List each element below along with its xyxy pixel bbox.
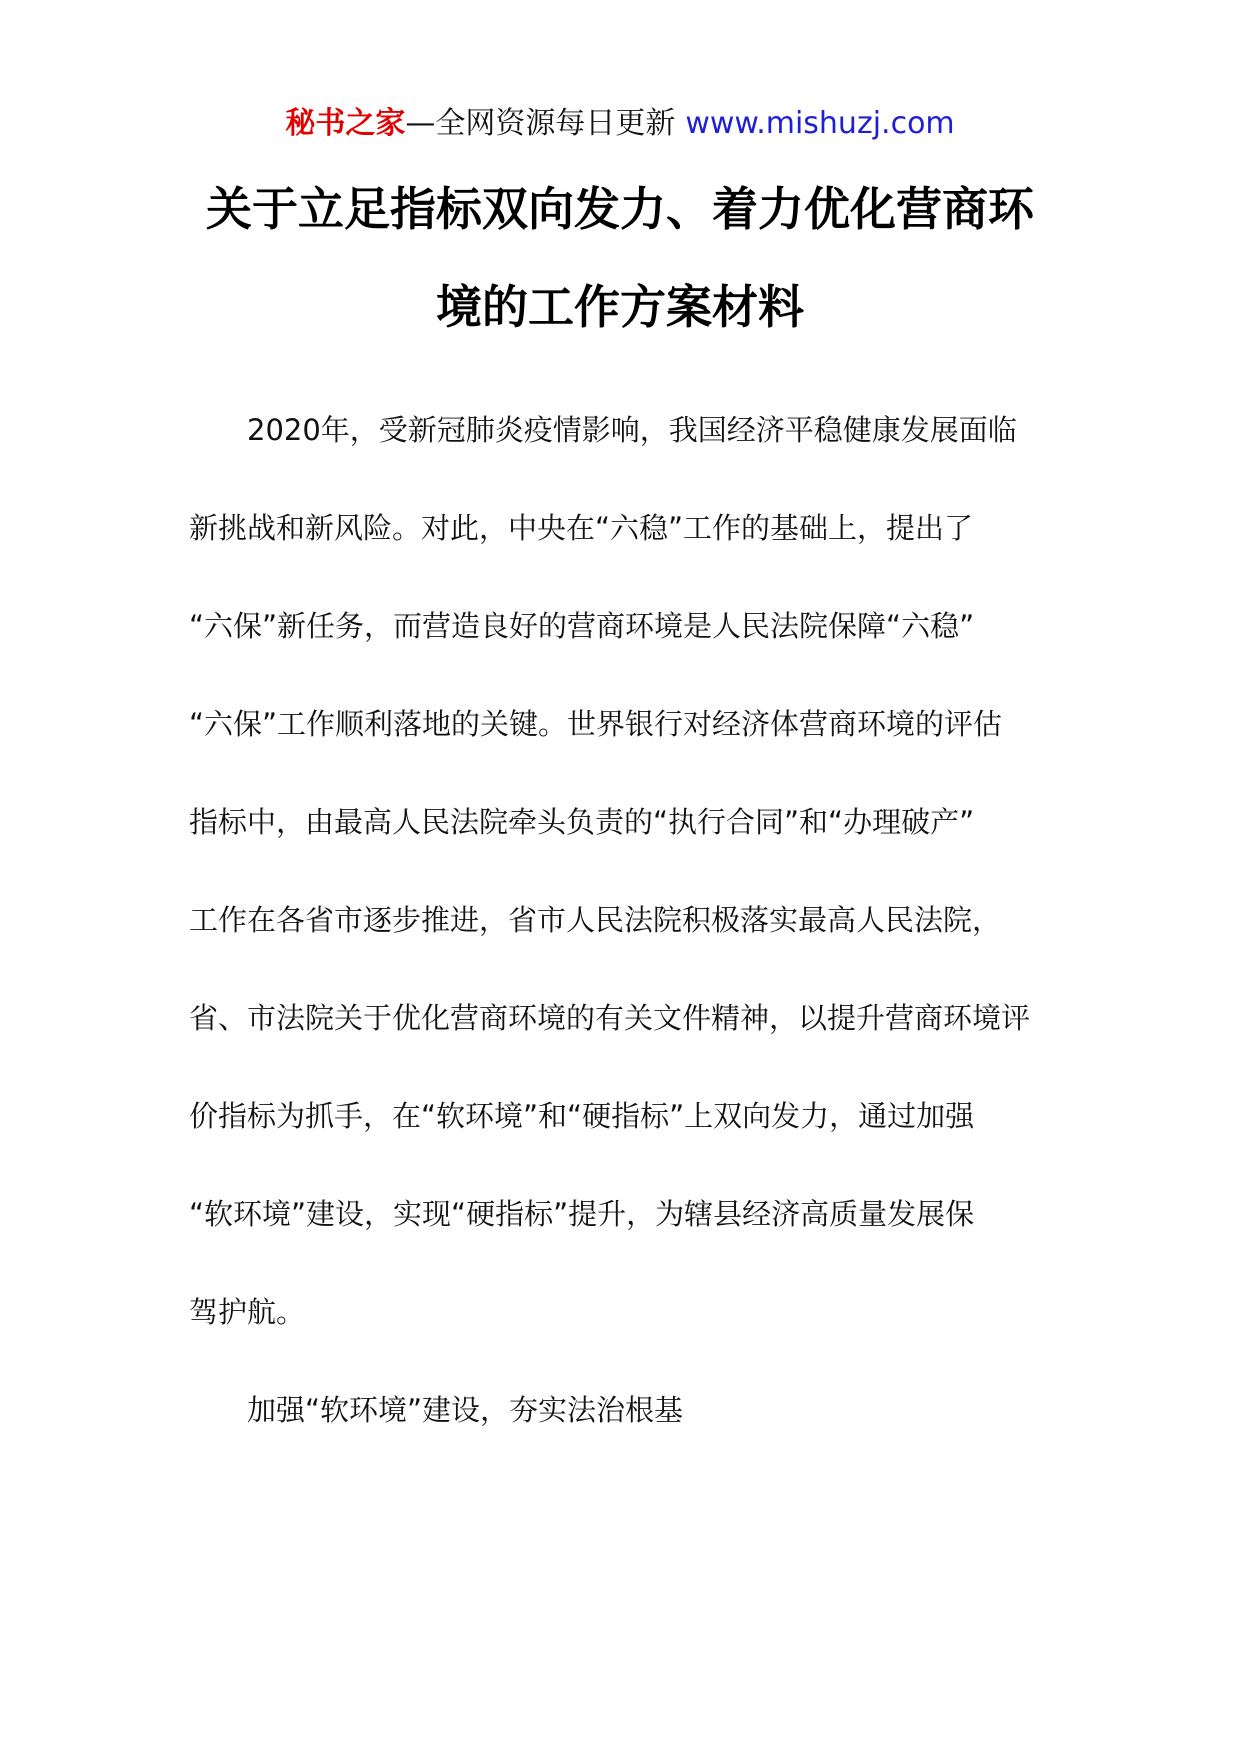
- paragraph-line: 价指标为抓手，在“软环境”和“硬指标”上双向发力，通过加强: [189, 1099, 975, 1133]
- title-line: 境的工作方案材料: [436, 280, 804, 334]
- paragraph-line: “六保”工作顺利落地的关键。世界银行对经济体营商环境的评估: [189, 707, 1003, 741]
- paragraph-line: “六保”新任务，而营造良好的营商环境是人民法院保障“六稳”: [189, 609, 975, 643]
- site-watermark: [0, 104, 1240, 144]
- paragraph-line: “软环境”建设，实现“硬指标”提升，为辖县经济高质量发展保: [189, 1197, 975, 1231]
- paragraph-line: 驾护航。: [189, 1295, 306, 1329]
- paragraph-line: 工作在各省市逐步推进，省市人民法院积极落实最高人民法院，: [189, 903, 1002, 937]
- watermark-url[interactable]: www.mishuzj.com: [685, 106, 955, 141]
- document-body: [189, 400, 1049, 1478]
- watermark-slogan: —全网资源每日更新: [405, 106, 676, 141]
- title-line: 关于立足指标双向发力、着力优化营商环: [206, 182, 1034, 236]
- section-heading: 加强“软环境”建设，夯实法治根基: [247, 1393, 684, 1427]
- paragraph-line: 省、市法院关于优化营商环境的有关文件精神，以提升营商环境评: [189, 1001, 1031, 1035]
- paragraph-line: 指标中，由最高人民法院牵头负责的“执行合同”和“办理破产”: [189, 805, 975, 839]
- watermark-brand: 秘书之家: [285, 106, 406, 141]
- document-title: [170, 160, 1070, 356]
- paragraph-line: 2020年，受新冠肺炎疫情影响，我国经济平稳健康发展面临: [247, 413, 1017, 447]
- paragraph-line: 新挑战和新风险。对此，中央在“六稳”工作的基础上，提出了: [189, 511, 974, 545]
